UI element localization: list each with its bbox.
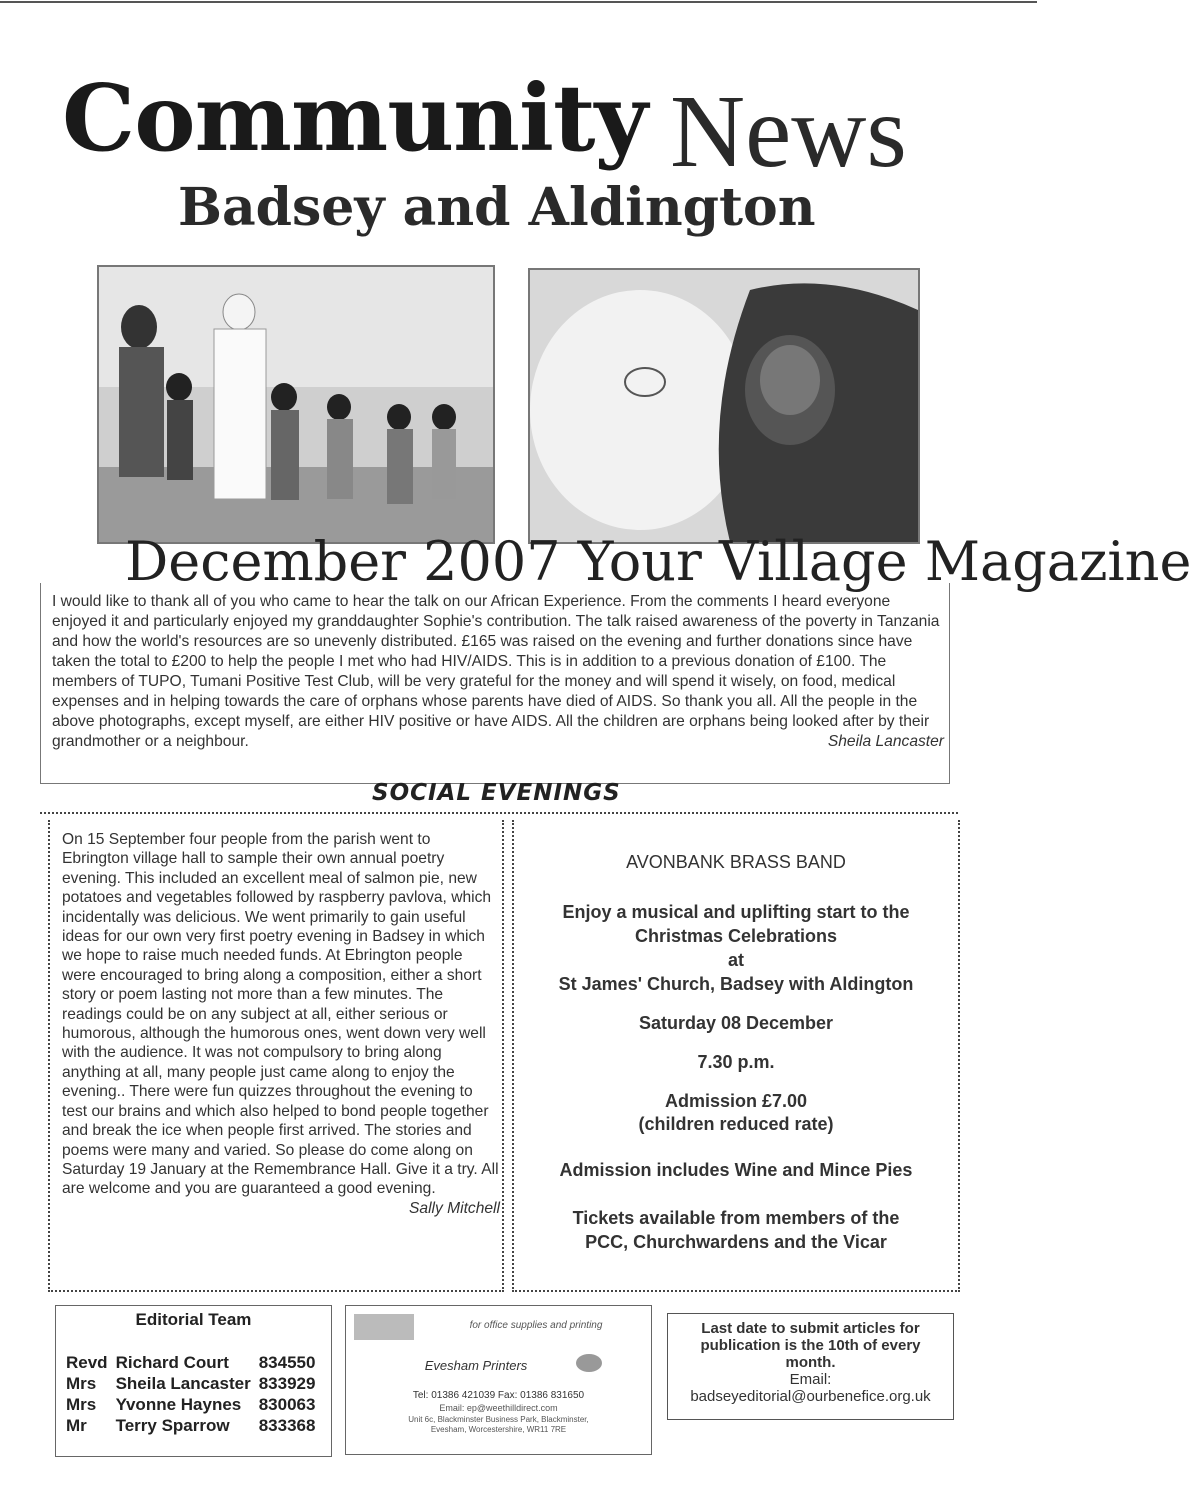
team-row: [66, 1352, 323, 1373]
printer-email: Email: ep@weethilldirect.com: [439, 1403, 558, 1413]
poetry-article: [62, 830, 500, 1218]
team-row: [66, 1394, 323, 1415]
member-name: Richard Court: [115, 1353, 229, 1372]
event-reduced-rate: (children reduced rate): [638, 1114, 834, 1134]
printer-phone: Tel: 01386 421039 Fax: 01386 831650: [412, 1390, 585, 1401]
lead-article-body: I would like to thank all of you who came to hear the talk on our African Experience. From the comments I heard everyone enjoyed it and particularly enjoyed my granddaughter Sophie's contribution. The talk raised awareness of the poverty in Tanzania and how the world's resources are so unevenly distributed. £165 was raised on the evening and further donations since have taken the total to £200 to help the people I met who had HIV/AIDS. This is in addition to a previous donation of £100. The members of TUPO, Tumani Positive Test Club, will be very grateful for the money and will spend it wisely, on food, medical expenses and in helping towards the care of orphans whose parents have died of AIDS. So thank you all. All the people in the above photographs, except myself, are either HIV positive or have AIDS. All the children are orphans being looked after by their grandmother or a neighbour.: [52, 593, 940, 750]
deadline-email[interactable]: badseyeditorial@ourbenefice.org.uk: [690, 1388, 931, 1405]
printer-tagline: for office supplies and printing: [469, 1320, 603, 1331]
event-notice: [512, 820, 960, 1292]
event-title: AVONBANK BRASS BAND: [626, 852, 846, 872]
member-phone: 830063: [258, 1395, 316, 1414]
editorial-team-table: [66, 1352, 323, 1436]
member-phone: 834550: [258, 1353, 316, 1372]
event-time: 7.30 p.m.: [697, 1052, 775, 1072]
event-intro-line2: Christmas Celebrations: [634, 926, 838, 946]
event-includes: Admission includes Wine and Mince Pies: [559, 1160, 913, 1180]
member-phone: 833929: [258, 1374, 316, 1393]
team-row: [66, 1373, 323, 1394]
deadline-line1: Last date to submit articles for: [701, 1320, 920, 1337]
deadline-line3: month.: [785, 1354, 836, 1371]
member-title: Mr: [66, 1416, 87, 1435]
member-phone: 833368: [258, 1416, 316, 1435]
event-intro-line3: at: [727, 950, 744, 970]
masthead-news: News: [670, 74, 907, 189]
section-title: SOCIAL EVENINGS: [372, 780, 621, 806]
editorial-team-box: [55, 1305, 332, 1457]
printer-logo: [354, 1314, 414, 1340]
printer-name: Evesham Printers: [424, 1358, 528, 1373]
member-title: Revd: [66, 1353, 108, 1372]
event-intro-line1: Enjoy a musical and uplifting start to the: [562, 902, 910, 922]
deadline-email-label: Email:: [789, 1371, 832, 1388]
masthead-community: Community: [62, 64, 647, 172]
event-admission: Admission £7.00: [664, 1091, 808, 1111]
photo-sophie-and-friend: [528, 268, 920, 544]
poetry-article-author: Sally Mitchell: [409, 1199, 500, 1217]
member-title: Mrs: [66, 1395, 97, 1414]
poetry-article-body: On 15 September four people from the parish went to Ebrington village hall to sample their own annual poetry evening. This included an excellent meal of salmon pie, new potatoes and vegetables followed by raspberry pavlova, which incidentally was delicious. We went primarily to gain useful ideas for our own very first poetry evening in Badsey in which we hope to raise much needed funds. At Ebrington people were encouraged to bring along a composition, either a short story or poem lasting not more than a few minutes. The readings could be on any subject at all, either serious or humorous, although the humorous ones, went down very well with the audience. It was not compulsory to bring along anything at all, many people just came along to enjoy the evening.. There were fun quizzes throughout the evening to test our brains and which also helped to bond people together and break the ice when people first arrived. The stories and poems were many and varied. So please do come along on Saturday 19 January at the Remembrance Hall. Give it a try. All are welcome and you are guaranteed a good evening.: [62, 831, 499, 1198]
issue-line: December 2007 Your Village Magazine: [125, 530, 1191, 593]
event-tickets-line2: PCC, Churchwardens and the Vicar: [585, 1232, 887, 1252]
member-name: Sheila Lancaster: [115, 1374, 251, 1393]
printer-address-line2: Evesham, Worcestershire, WR11 7RE: [430, 1425, 567, 1434]
member-name: Yvonne Haynes: [115, 1395, 242, 1414]
printer-advert: [345, 1305, 652, 1455]
deadline-notice: [667, 1313, 954, 1420]
masthead-subtitle: Badsey and Aldington: [178, 177, 816, 238]
printer-address-line1: Unit 6c, Blackminster Business Park, Blackminster,: [408, 1415, 589, 1424]
member-title: Mrs: [66, 1374, 97, 1393]
team-row: [66, 1415, 323, 1436]
lead-article: [52, 592, 944, 752]
editorial-team-title: Editorial Team: [135, 1310, 252, 1329]
section-divider: [40, 812, 958, 814]
deadline-line2: publication is the 10th of every: [700, 1337, 921, 1354]
event-venue: St James' Church, Badsey with Aldington: [558, 974, 914, 994]
lead-article-author: Sheila Lancaster: [827, 733, 944, 750]
event-tickets-line1: Tickets available from members of the: [572, 1208, 900, 1228]
top-rule: [0, 1, 1037, 3]
photo-orphans-group: [97, 265, 495, 544]
printer-badge-icon: [576, 1354, 602, 1372]
member-name: Terry Sparrow: [115, 1416, 230, 1435]
event-date: Saturday 08 December: [638, 1013, 834, 1033]
